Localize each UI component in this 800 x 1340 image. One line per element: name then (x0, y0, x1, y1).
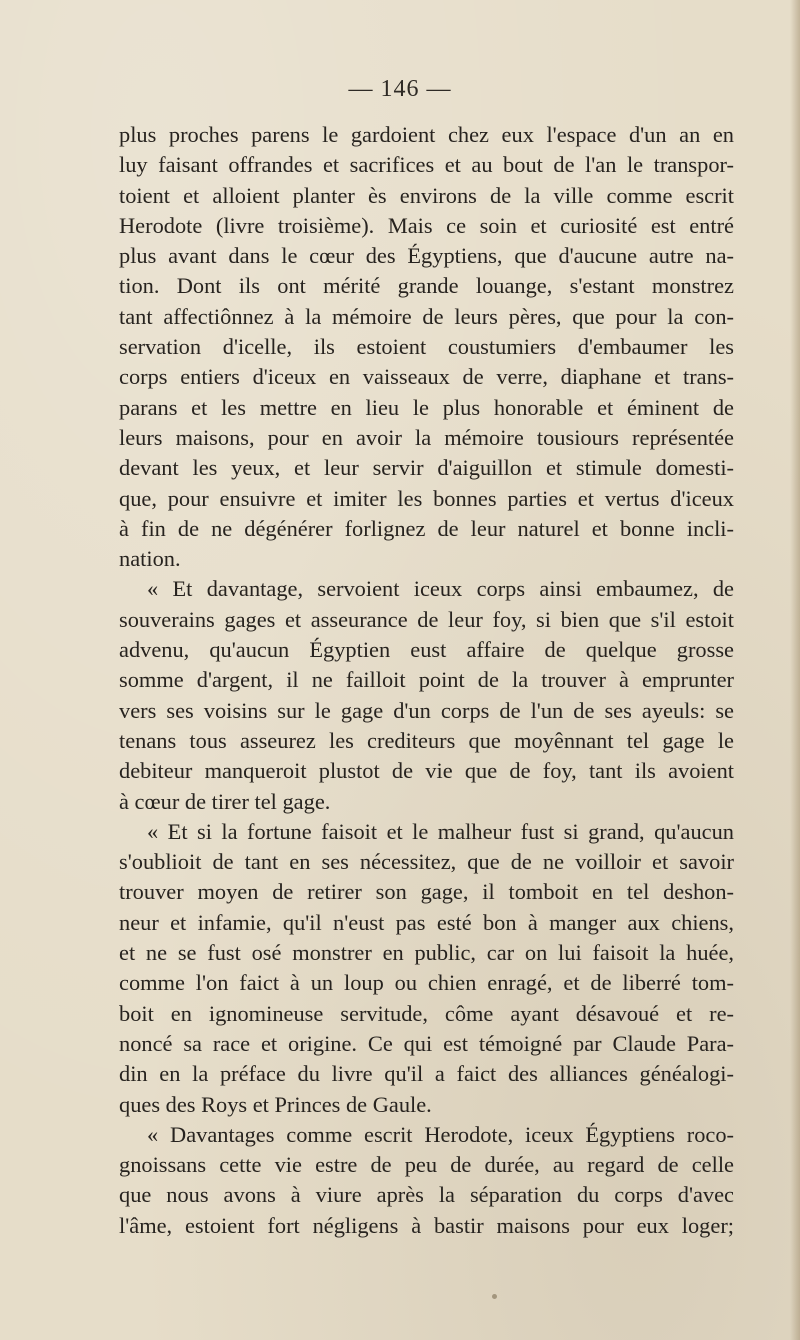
text-line: à fin de ne dégénérer forlignez de leur naturel et bonne incli- (119, 515, 734, 541)
text-line: luy faisant offrandes et sacrifices et au bout de l'an le transpor- (119, 152, 734, 178)
text-line: plus avant dans le cœur des Égyptiens, que d'aucune autre na- (119, 243, 734, 269)
text-line: boit en ignomineuse servitude, côme ayant désavoué et re- (119, 1000, 734, 1026)
text-line: s'oublioit de tant en ses nécessitez, que de ne voilloir et savoir (119, 849, 734, 875)
text-line: comme l'on faict à un loup ou chien enragé, et de liberré tom- (119, 970, 734, 996)
text-line: corps entiers d'iceux en vaisseaux de verre, diaphane et trans- (119, 364, 734, 390)
text-line: « Et davantage, servoient iceux corps ainsi embaumez, de (147, 576, 734, 602)
text-line: devant les yeux, et leur servir d'aiguillon et stimule domesti- (119, 455, 734, 481)
text-line: Herodote (livre troisième). Mais ce soin et curiosité est entré (119, 212, 734, 238)
text-line: tion. Dont ils ont mérité grande louange, s'estant monstrez (119, 273, 734, 299)
text-line: parans et les mettre en lieu le plus honorable et éminent de (119, 394, 734, 420)
text-line: debiteur manqueroit plustot de vie que de foy, tant ils avoient (119, 758, 734, 784)
text-line: advenu, qu'aucun Égyptien eust affaire de quelque grosse (119, 637, 734, 663)
text-line: l'âme, estoient fort négligens à bastir maisons pour eux loger; (119, 1212, 734, 1238)
text-line: que nous avons à viure après la séparation du corps d'avec (119, 1182, 734, 1208)
page-number: — 146 — (348, 76, 452, 102)
text-line: trouver moyen de retirer son gage, il tomboit en tel deshon- (119, 879, 734, 905)
body-text (119, 120, 734, 1241)
ink-speck (492, 1294, 497, 1299)
text-line: neur et infamie, qu'il n'eust pas esté bon à manger aux chiens, (119, 909, 734, 935)
text-line: din en la préface du livre qu'il a faict des alliances généalogi- (119, 1061, 734, 1087)
text-line: leurs maisons, pour en avoir la mémoire tousiours représentée (119, 424, 734, 450)
text-line: à cœur de tirer tel gage. (119, 788, 331, 814)
text-line: « Et si la fortune faisoit et le malheur fust si grand, qu'aucun (147, 818, 734, 844)
text-line: souverains gages et asseurance de leur foy, si bien que s'il estoit (119, 606, 734, 632)
text-line: que, pour ensuivre et imiter les bonnes parties et vertus d'iceux (119, 485, 734, 511)
text-line: nation. (119, 546, 181, 572)
text-line: « Davantages comme escrit Herodote, iceux Égyptiens roco- (147, 1121, 734, 1147)
text-line: ques des Roys et Princes de Gaule. (119, 1091, 432, 1117)
page-edge-shadow (790, 0, 800, 1340)
text-line: tant affectiônnez à la mémoire de leurs pères, que pour la con- (119, 303, 734, 329)
text-line: et ne se fust osé monstrer en public, car on lui faisoit la huée, (119, 940, 734, 966)
text-line: servation d'icelle, ils estoient coustumiers d'embaumer les (119, 334, 734, 360)
text-line: gnoissans cette vie estre de peu de durée, au regard de celle (119, 1152, 734, 1178)
text-line: tenans tous asseurez les crediteurs que moyênnant tel gage le (119, 727, 734, 753)
text-line: vers ses voisins sur le gage d'un corps de l'un de ses ayeuls: se (119, 697, 734, 723)
text-line: toient et alloient planter ès environs de la ville comme escrit (119, 182, 734, 208)
text-line: somme d'argent, il ne failloit point de la trouver à emprunter (119, 667, 734, 693)
text-line: noncé sa race et origine. Ce qui est témoigné par Claude Para- (119, 1030, 734, 1056)
text-line: plus proches parens le gardoient chez eux l'espace d'un an en (119, 122, 734, 147)
